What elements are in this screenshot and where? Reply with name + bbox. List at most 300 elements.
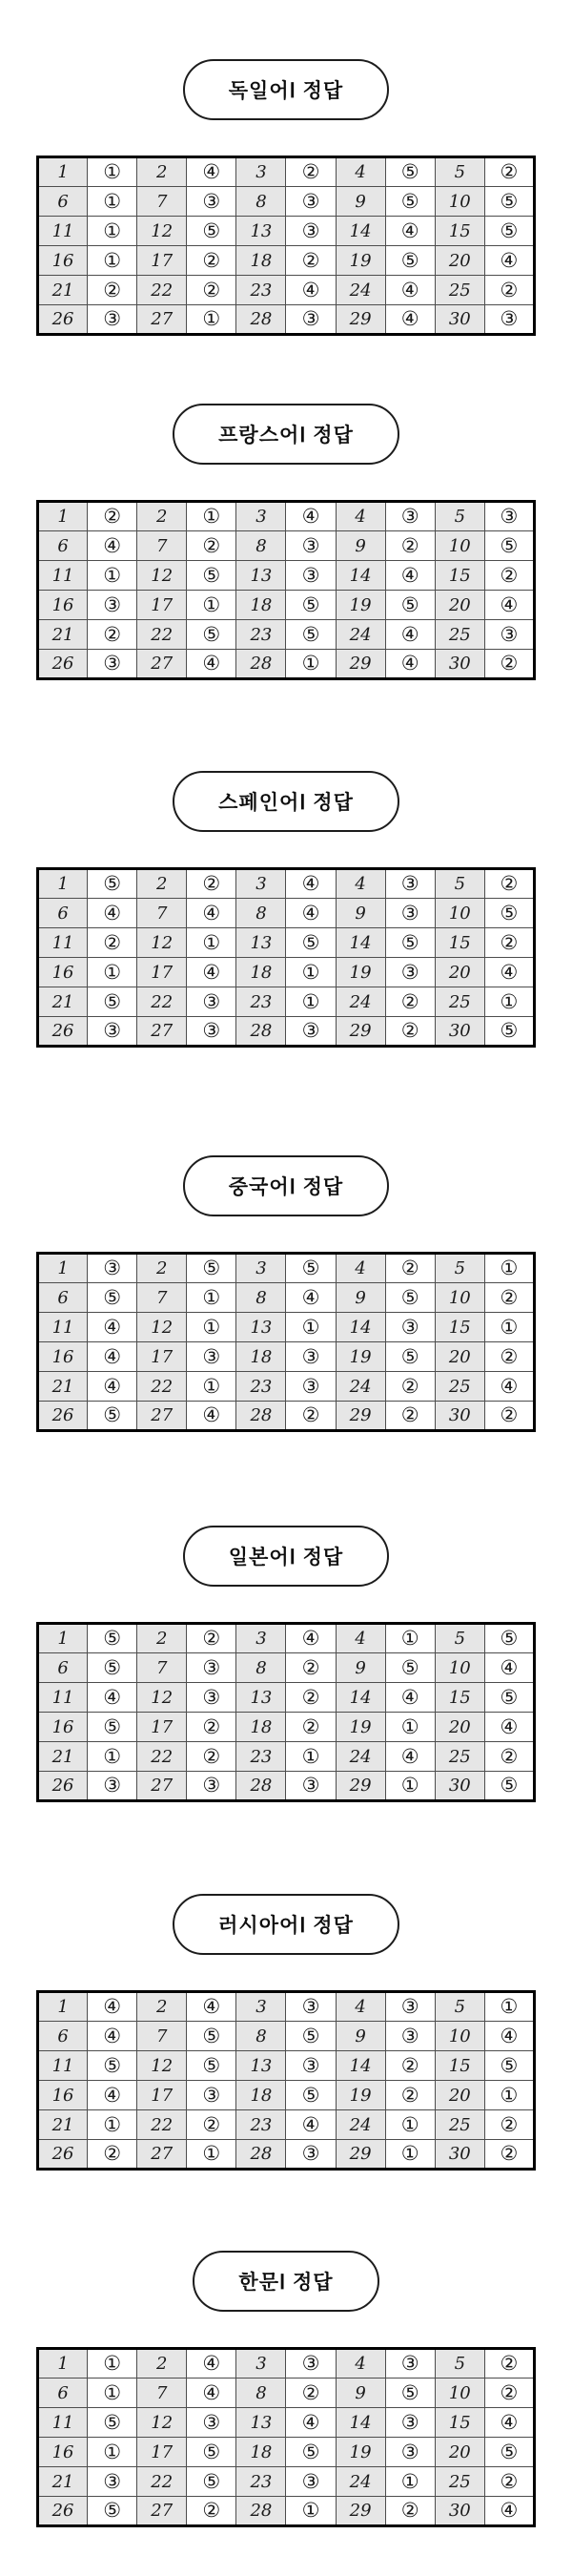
question-number: 13: [236, 928, 286, 958]
answer-choice: ③: [187, 2408, 236, 2438]
answer-choice: ③: [286, 2051, 336, 2081]
question-number: 15: [435, 2051, 484, 2081]
question-number: 30: [435, 1772, 484, 1801]
question-number: 28: [236, 1402, 286, 1431]
question-number: 14: [336, 1683, 385, 1713]
answer-choice: ②: [286, 246, 336, 276]
answer-choice: ④: [88, 1313, 137, 1342]
answer-row: [38, 2467, 535, 2497]
answer-choice: ①: [187, 591, 236, 620]
answer-choice: ③: [88, 650, 137, 679]
answer-choice: ⑤: [385, 591, 435, 620]
question-number: 17: [137, 2438, 187, 2467]
question-number: 6: [38, 899, 88, 928]
question-number: 4: [336, 2349, 385, 2379]
question-number: 15: [435, 561, 484, 591]
question-number: 7: [137, 2379, 187, 2408]
question-number: 30: [435, 2497, 484, 2526]
question-number: 25: [435, 2110, 484, 2140]
question-number: 16: [38, 2438, 88, 2467]
question-number: 3: [236, 157, 286, 187]
question-number: 16: [38, 2081, 88, 2110]
answer-choice: ②: [484, 1283, 534, 1313]
answer-choice: ③: [484, 620, 534, 650]
answer-key-section: [0, 1894, 572, 2171]
answer-choice: ③: [286, 2467, 336, 2497]
answer-choice: ④: [385, 276, 435, 305]
answer-choice: ①: [88, 2438, 137, 2467]
question-number: 24: [336, 987, 385, 1017]
question-number: 24: [336, 2467, 385, 2497]
question-number: 19: [336, 958, 385, 987]
answer-choice: ①: [385, 1772, 435, 1801]
answer-row: [38, 2081, 535, 2110]
answer-choice: ①: [286, 2497, 336, 2526]
answer-key-section: [0, 404, 572, 680]
answer-choice: ②: [484, 1742, 534, 1772]
question-number: 13: [236, 561, 286, 591]
answer-key-section: [0, 1526, 572, 1802]
answer-choice: ③: [187, 1653, 236, 1683]
question-number: 22: [137, 276, 187, 305]
answer-choice: ②: [385, 531, 435, 561]
answer-choice: ④: [286, 276, 336, 305]
question-number: 1: [38, 1254, 88, 1283]
answer-choice: ⑤: [484, 531, 534, 561]
answer-choice: ④: [385, 650, 435, 679]
question-number: 28: [236, 650, 286, 679]
answer-choice: ①: [286, 987, 336, 1017]
question-number: 1: [38, 1624, 88, 1653]
answer-choice: ⑤: [187, 2051, 236, 2081]
question-number: 20: [435, 1713, 484, 1742]
section-title-label: 프랑스어Ⅰ 정답: [218, 425, 354, 447]
question-number: 9: [336, 899, 385, 928]
question-number: 19: [336, 246, 385, 276]
question-number: 25: [435, 276, 484, 305]
section-title-pill: [183, 1155, 389, 1216]
answer-row: [38, 2408, 535, 2438]
question-number: 10: [435, 899, 484, 928]
answer-choice: ①: [187, 1283, 236, 1313]
question-number: 6: [38, 1283, 88, 1313]
answer-choice: ②: [484, 2379, 534, 2408]
answer-choice: ④: [385, 1742, 435, 1772]
question-number: 13: [236, 2408, 286, 2438]
question-number: 29: [336, 305, 385, 335]
answer-choice: ④: [286, 1283, 336, 1313]
answer-choice: ⑤: [187, 2022, 236, 2051]
answer-choice: ⑤: [385, 246, 435, 276]
question-number: 14: [336, 2408, 385, 2438]
question-number: 28: [236, 1772, 286, 1801]
answer-choice: ②: [385, 1017, 435, 1047]
answer-choice: ②: [484, 2349, 534, 2379]
answer-row: [38, 1992, 535, 2022]
answer-choice: ⑤: [88, 1653, 137, 1683]
answer-choice: ③: [187, 1683, 236, 1713]
answer-row: [38, 1283, 535, 1313]
answer-choice: ⑤: [187, 2438, 236, 2467]
answer-key-section: [0, 1155, 572, 1432]
question-number: 14: [336, 2051, 385, 2081]
answer-choice: ①: [385, 2140, 435, 2170]
answer-choice: ⑤: [187, 561, 236, 591]
question-number: 29: [336, 1772, 385, 1801]
answer-choice: ②: [484, 869, 534, 899]
answer-choice: ⑤: [88, 1402, 137, 1431]
question-number: 12: [137, 928, 187, 958]
answer-choice: ①: [187, 928, 236, 958]
answer-choice: ③: [286, 1772, 336, 1801]
question-number: 24: [336, 620, 385, 650]
question-number: 29: [336, 2497, 385, 2526]
answer-choice: ④: [88, 2022, 137, 2051]
answer-choice: ②: [385, 987, 435, 1017]
question-number: 25: [435, 620, 484, 650]
section-title-label: 일본어Ⅰ 정답: [228, 1547, 344, 1568]
question-number: 10: [435, 1653, 484, 1683]
question-number: 16: [38, 246, 88, 276]
question-number: 15: [435, 1683, 484, 1713]
answer-choice: ⑤: [385, 187, 435, 217]
question-number: 11: [38, 1313, 88, 1342]
answer-choice: ②: [484, 2140, 534, 2170]
question-number: 18: [236, 246, 286, 276]
question-number: 16: [38, 958, 88, 987]
question-number: 19: [336, 1713, 385, 1742]
question-number: 3: [236, 1992, 286, 2022]
question-number: 4: [336, 869, 385, 899]
question-number: 17: [137, 246, 187, 276]
question-number: 15: [435, 1313, 484, 1342]
answer-choice: ⑤: [286, 1254, 336, 1283]
question-number: 30: [435, 2140, 484, 2170]
answer-choice: ④: [286, 2408, 336, 2438]
answer-choice: ①: [88, 2349, 137, 2379]
answer-choice: ⑤: [385, 1342, 435, 1372]
section-title-label: 스페인어Ⅰ 정답: [218, 792, 354, 814]
answer-choice: ③: [286, 1017, 336, 1047]
question-number: 22: [137, 620, 187, 650]
question-number: 23: [236, 620, 286, 650]
question-number: 4: [336, 1254, 385, 1283]
question-number: 23: [236, 987, 286, 1017]
answer-choice: ④: [385, 620, 435, 650]
answer-choice: ④: [187, 650, 236, 679]
question-number: 2: [137, 869, 187, 899]
question-number: 3: [236, 869, 286, 899]
answer-choice: ①: [88, 561, 137, 591]
section-title-label: 한문Ⅰ 정답: [238, 2272, 334, 2294]
section-title-pill: [183, 1526, 389, 1587]
answer-choice: ②: [187, 276, 236, 305]
question-number: 29: [336, 1402, 385, 1431]
question-number: 11: [38, 1683, 88, 1713]
question-number: 13: [236, 2051, 286, 2081]
question-number: 11: [38, 2051, 88, 2081]
answer-choice: ①: [88, 2110, 137, 2140]
answer-choice: ②: [286, 1713, 336, 1742]
question-number: 22: [137, 2467, 187, 2497]
question-number: 1: [38, 1992, 88, 2022]
answer-row: [38, 2022, 535, 2051]
answer-choice: ⑤: [286, 591, 336, 620]
answer-table: [36, 867, 536, 1048]
question-number: 21: [38, 987, 88, 1017]
answer-choice: ①: [187, 1372, 236, 1402]
question-number: 17: [137, 2081, 187, 2110]
answer-choice: ②: [484, 1342, 534, 1372]
question-number: 10: [435, 187, 484, 217]
answer-choice: ①: [187, 502, 236, 531]
question-number: 5: [435, 157, 484, 187]
answer-choice: ①: [187, 1313, 236, 1342]
answer-choice: ⑤: [484, 2438, 534, 2467]
answer-key-section: [0, 2251, 572, 2527]
section-title-pill: [183, 59, 389, 120]
answer-choice: ⑤: [286, 928, 336, 958]
question-number: 26: [38, 1772, 88, 1801]
question-number: 23: [236, 2110, 286, 2140]
answer-choice: ②: [187, 246, 236, 276]
answer-choice: ④: [385, 1683, 435, 1713]
answer-row: [38, 1713, 535, 1742]
answer-choice: ②: [286, 1653, 336, 1683]
question-number: 9: [336, 187, 385, 217]
question-number: 3: [236, 2349, 286, 2379]
question-number: 10: [435, 531, 484, 561]
answer-row: [38, 987, 535, 1017]
answer-choice: ②: [88, 276, 137, 305]
answer-table: [36, 2347, 536, 2527]
question-number: 26: [38, 2497, 88, 2526]
answer-choice: ⑤: [187, 217, 236, 246]
answer-choice: ④: [385, 217, 435, 246]
answer-row: [38, 1624, 535, 1653]
question-number: 25: [435, 987, 484, 1017]
answer-choice: ②: [484, 1402, 534, 1431]
question-number: 22: [137, 1742, 187, 1772]
question-number: 20: [435, 1342, 484, 1372]
answer-choice: ②: [187, 2497, 236, 2526]
answer-row: [38, 2497, 535, 2526]
question-number: 11: [38, 928, 88, 958]
question-number: 29: [336, 1017, 385, 1047]
answer-choice: ①: [88, 2379, 137, 2408]
answer-choice: ①: [286, 1313, 336, 1342]
answer-choice: ②: [484, 2110, 534, 2140]
section-title-pill: [193, 2251, 378, 2312]
question-number: 30: [435, 1017, 484, 1047]
question-number: 2: [137, 157, 187, 187]
answer-choice: ②: [187, 1742, 236, 1772]
answer-row: [38, 958, 535, 987]
answer-table: [36, 500, 536, 680]
answer-choice: ②: [385, 2081, 435, 2110]
answer-choice: ③: [88, 1254, 137, 1283]
question-number: 15: [435, 2408, 484, 2438]
answer-choice: ⑤: [385, 1283, 435, 1313]
question-number: 17: [137, 591, 187, 620]
question-number: 14: [336, 561, 385, 591]
answer-row: [38, 1342, 535, 1372]
answer-choice: ⑤: [88, 1713, 137, 1742]
answer-row: [38, 1772, 535, 1801]
answer-choice: ②: [88, 928, 137, 958]
section-title-pill: [173, 771, 399, 832]
answer-choice: ③: [286, 1992, 336, 2022]
answer-choice: ⑤: [484, 1017, 534, 1047]
answer-choice: ⑤: [286, 2081, 336, 2110]
question-number: 4: [336, 157, 385, 187]
question-number: 13: [236, 217, 286, 246]
question-number: 26: [38, 305, 88, 335]
answer-choice: ①: [484, 1992, 534, 2022]
question-number: 20: [435, 591, 484, 620]
answer-choice: ④: [187, 958, 236, 987]
answer-choice: ⑤: [187, 1254, 236, 1283]
question-number: 17: [137, 1713, 187, 1742]
question-number: 12: [137, 2051, 187, 2081]
answer-choice: ②: [385, 1402, 435, 1431]
answer-choice: ①: [286, 1742, 336, 1772]
question-number: 22: [137, 2110, 187, 2140]
question-number: 18: [236, 1713, 286, 1742]
answer-choice: ③: [385, 1992, 435, 2022]
answer-choice: ③: [286, 531, 336, 561]
section-title-label: 중국어Ⅰ 정답: [228, 1176, 344, 1198]
answer-choice: ②: [385, 1372, 435, 1402]
answer-choice: ②: [187, 2110, 236, 2140]
question-number: 20: [435, 2081, 484, 2110]
answer-row: [38, 1683, 535, 1713]
question-number: 24: [336, 1372, 385, 1402]
question-number: 8: [236, 1283, 286, 1313]
answer-choice: ⑤: [484, 1772, 534, 1801]
answer-choice: ④: [187, 1992, 236, 2022]
question-number: 10: [435, 2022, 484, 2051]
answer-choice: ⑤: [88, 2051, 137, 2081]
answer-choice: ④: [484, 2497, 534, 2526]
answer-row: [38, 1017, 535, 1047]
answer-choice: ④: [88, 1683, 137, 1713]
answer-choice: ③: [385, 899, 435, 928]
question-number: 15: [435, 928, 484, 958]
answer-choice: ①: [385, 1624, 435, 1653]
answer-choice: ④: [88, 1342, 137, 1372]
question-number: 7: [137, 1653, 187, 1683]
question-number: 17: [137, 1342, 187, 1372]
answer-choice: ⑤: [484, 1624, 534, 1653]
answer-choice: ③: [286, 1342, 336, 1372]
answer-choice: ③: [385, 2408, 435, 2438]
question-number: 26: [38, 1402, 88, 1431]
answer-row: [38, 276, 535, 305]
answer-row: [38, 2379, 535, 2408]
answer-choice: ③: [286, 305, 336, 335]
answer-choice: ④: [385, 305, 435, 335]
answer-row: [38, 2140, 535, 2170]
answer-choice: ③: [286, 561, 336, 591]
answer-choice: ④: [484, 1713, 534, 1742]
question-number: 10: [435, 2379, 484, 2408]
question-number: 27: [137, 2497, 187, 2526]
answer-choice: ④: [484, 1653, 534, 1683]
answer-row: [38, 591, 535, 620]
answer-choice: ④: [187, 2349, 236, 2379]
answer-row: [38, 2110, 535, 2140]
answer-choice: ⑤: [484, 217, 534, 246]
question-number: 13: [236, 1313, 286, 1342]
answer-choice: ③: [187, 1017, 236, 1047]
question-number: 5: [435, 1992, 484, 2022]
answer-choice: ③: [88, 2467, 137, 2497]
answer-row: [38, 2051, 535, 2081]
answer-row: [38, 2349, 535, 2379]
answer-choice: ②: [88, 502, 137, 531]
question-number: 1: [38, 2349, 88, 2379]
answer-choice: ③: [88, 1017, 137, 1047]
answer-choice: ③: [385, 2349, 435, 2379]
question-number: 6: [38, 187, 88, 217]
question-number: 8: [236, 187, 286, 217]
answer-choice: ⑤: [286, 620, 336, 650]
answer-choice: ③: [88, 591, 137, 620]
question-number: 19: [336, 591, 385, 620]
question-number: 12: [137, 2408, 187, 2438]
answer-choice: ⑤: [286, 2438, 336, 2467]
question-number: 11: [38, 2408, 88, 2438]
answer-choice: ②: [385, 1254, 435, 1283]
question-number: 17: [137, 958, 187, 987]
question-number: 21: [38, 1372, 88, 1402]
answer-choice: ⑤: [385, 157, 435, 187]
answer-choice: ②: [385, 2051, 435, 2081]
answer-choice: ①: [484, 2081, 534, 2110]
question-number: 5: [435, 1254, 484, 1283]
question-number: 21: [38, 2110, 88, 2140]
question-number: 12: [137, 217, 187, 246]
question-number: 22: [137, 987, 187, 1017]
answer-choice: ③: [187, 187, 236, 217]
answer-choice: ⑤: [484, 2051, 534, 2081]
question-number: 23: [236, 2467, 286, 2497]
question-number: 3: [236, 502, 286, 531]
answer-key-section: [0, 771, 572, 1048]
section-title-pill: [173, 1894, 399, 1955]
question-number: 2: [137, 1624, 187, 1653]
question-number: 23: [236, 276, 286, 305]
question-number: 21: [38, 620, 88, 650]
question-number: 14: [336, 928, 385, 958]
answer-row: [38, 2438, 535, 2467]
question-number: 18: [236, 1342, 286, 1372]
question-number: 23: [236, 1742, 286, 1772]
question-number: 5: [435, 1624, 484, 1653]
answer-row: [38, 899, 535, 928]
answer-row: [38, 1254, 535, 1283]
question-number: 9: [336, 2022, 385, 2051]
answer-choice: ②: [187, 531, 236, 561]
question-number: 6: [38, 2379, 88, 2408]
question-number: 22: [137, 1372, 187, 1402]
answer-choice: ②: [484, 650, 534, 679]
question-number: 29: [336, 2140, 385, 2170]
answer-table: [36, 156, 536, 336]
question-number: 7: [137, 187, 187, 217]
answer-row: [38, 246, 535, 276]
